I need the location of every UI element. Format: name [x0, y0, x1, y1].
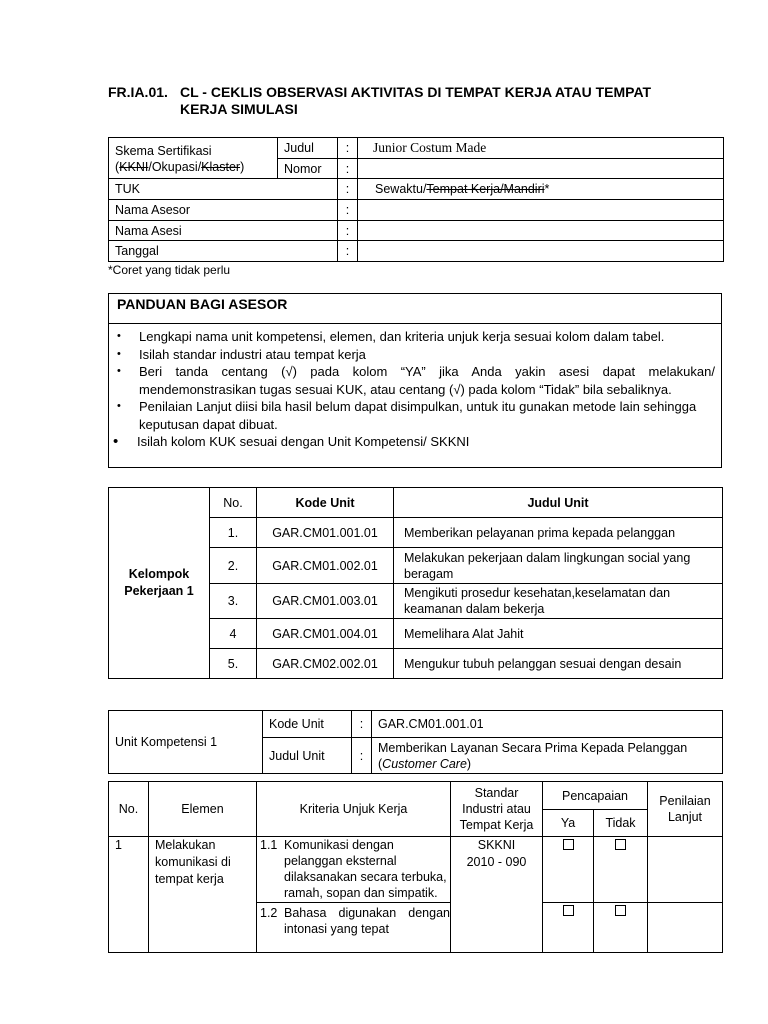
unit-no: 3. [210, 584, 257, 619]
row-no: 1 [109, 837, 149, 953]
unit-kode: GAR.CM01.001.01 [257, 518, 394, 548]
tidak-cell [594, 903, 648, 953]
col-kuk-header: Kriteria Unjuk Kerja [257, 782, 451, 837]
unit-kompetensi-label: Unit Kompetensi 1 [109, 711, 263, 774]
kuk-text: Bahasa digunakan dengan intonasi yang tepat [284, 906, 450, 936]
penilaian-cell [648, 837, 723, 903]
colon: : [338, 179, 358, 200]
col-penilaian-header: Penilaian Lanjut [648, 782, 723, 837]
col-pencapaian-header: Pencapaian [543, 782, 648, 810]
ya-checkbox[interactable] [563, 905, 574, 916]
tanggal-label: Tanggal [109, 241, 338, 262]
unit-kompetensi-table [108, 710, 723, 774]
colon: : [338, 138, 358, 159]
guide-heading: PANDUAN BAGI ASESOR [109, 294, 721, 324]
guide-list [109, 324, 721, 451]
col-judul-header: Judul Unit [394, 488, 723, 518]
form-title [108, 84, 708, 118]
guide-item: • Penilaian Lanjut diisi bila hasil belum dapat disimpulkan, untuk itu gunakan metode lain sehingga keputusan dapat dibuat. [139, 398, 715, 433]
klaster-struck: Klaster [201, 160, 241, 174]
judul-value: Junior Costum Made [358, 138, 724, 159]
guide-item: • Isilah kolom KUK sesuai dengan Unit Kompetensi/ SKKNI [137, 433, 715, 451]
kode-unit-value: GAR.CM01.001.01 [372, 711, 723, 738]
colon: : [338, 241, 358, 262]
units-table [108, 487, 723, 679]
guide-item: • Isilah standar industri atau tempat kerja [139, 346, 715, 364]
colon: : [338, 221, 358, 241]
unit-no: 5. [210, 649, 257, 679]
tidak-checkbox[interactable] [615, 905, 626, 916]
guide-item: • Beri tanda centang (√) pada kolom “YA” jika Anda yakin asesi dapat melakukan/ mendemonstrasikan tugas sesuai KUK, atau centang (√) pada kolom “Tidak” bila sebaliknya. [139, 363, 715, 398]
guide-item: • Lengkapi nama unit kompetensi, elemen, dan kriteria unjuk kerja sesuai kolom dalam tabel. [139, 328, 715, 346]
elemen-text: Melakukan komunikasi di tempat kerja [149, 837, 257, 953]
unit-judul: Memelihara Alat Jahit [394, 619, 723, 649]
group-label: Kelompok Pekerjaan 1 [109, 488, 210, 679]
tuk-label: TUK [109, 179, 338, 200]
colon: : [338, 200, 358, 221]
col-ya-header: Ya [543, 810, 594, 837]
col-kode-header: Kode Unit [257, 488, 394, 518]
standar-line: 2010 - 090 [466, 855, 527, 869]
nomor-value [358, 159, 724, 179]
col-elemen-header: Elemen [149, 782, 257, 837]
tanggal-value [358, 241, 724, 262]
judul-unit-value: Memberikan Layanan Secara Prima Kepada Pelanggan (Customer Care) [372, 738, 723, 774]
table-row [109, 837, 723, 903]
tidak-checkbox[interactable] [615, 839, 626, 850]
skema-label: Skema Sertifikasi [115, 144, 212, 158]
kuk-cell [257, 837, 451, 903]
form-code: FR.IA.01. [108, 84, 168, 100]
kuk-text: Komunikasi dengan pelanggan eksternal dilaksanakan secara terbuka, ramah, sopan dan simpatik. [284, 838, 447, 900]
ya-checkbox[interactable] [563, 839, 574, 850]
tidak-cell [594, 837, 648, 903]
judul-unit-label: Judul Unit [263, 738, 352, 774]
unit-kode: GAR.CM01.004.01 [257, 619, 394, 649]
colon: : [338, 159, 358, 179]
ya-cell [543, 837, 594, 903]
kkni-struck: KKNI [119, 160, 149, 174]
colon: : [352, 738, 372, 774]
asesi-label: Nama Asesi [109, 221, 338, 241]
col-no-header: No. [109, 782, 149, 837]
unit-no: 4 [210, 619, 257, 649]
guide-box [108, 293, 722, 468]
unit-no: 1. [210, 518, 257, 548]
form-title-text: CL - CEKLIS OBSERVASI AKTIVITAS DI TEMPAT KERJA ATAU TEMPAT KERJA SIMULASI [180, 84, 652, 117]
colon: : [352, 711, 372, 738]
unit-judul: Mengikuti prosedur kesehatan,keselamatan dan keamanan dalam bekerja [394, 584, 723, 619]
col-standar-header: Standar Industri atau Tempat Kerja [451, 782, 543, 837]
unit-judul: Memberikan pelayanan prima kepada pelanggan [394, 518, 723, 548]
unit-no: 2. [210, 548, 257, 584]
col-tidak-header: Tidak [594, 810, 648, 837]
tuk-value: Sewaktu/Tempat Kerja/Mandiri* [358, 179, 724, 200]
kode-unit-label: Kode Unit [263, 711, 352, 738]
standar-cell [451, 837, 543, 953]
kuk-cell [257, 903, 451, 953]
unit-kode: GAR.CM02.002.01 [257, 649, 394, 679]
nomor-label: Nomor [278, 159, 338, 179]
ya-cell [543, 903, 594, 953]
kuk-number: 1.2 [260, 906, 278, 920]
asesi-value [358, 221, 724, 241]
skema-cell [109, 138, 278, 179]
penilaian-cell [648, 903, 723, 953]
checklist-table [108, 781, 723, 953]
col-no-header: No. [210, 488, 257, 518]
footnote: *Coret yang tidak perlu [108, 263, 231, 277]
info-table [108, 137, 724, 262]
judul-label: Judul [278, 138, 338, 159]
tuk-struck: Tempat Kerja/Mandiri [426, 182, 545, 196]
unit-kode: GAR.CM01.003.01 [257, 584, 394, 619]
kuk-number: 1.1 [260, 838, 278, 852]
skema-sub: (KKNI/Okupasi/Klaster) [115, 160, 245, 174]
asesor-value [358, 200, 724, 221]
unit-kode: GAR.CM01.002.01 [257, 548, 394, 584]
asesor-label: Nama Asesor [109, 200, 338, 221]
unit-judul: Melakukan pekerjaan dalam lingkungan social yang beragam [394, 548, 723, 584]
standar-line: SKKNI [477, 838, 516, 852]
unit-judul: Mengukur tubuh pelanggan sesuai dengan desain [394, 649, 723, 679]
